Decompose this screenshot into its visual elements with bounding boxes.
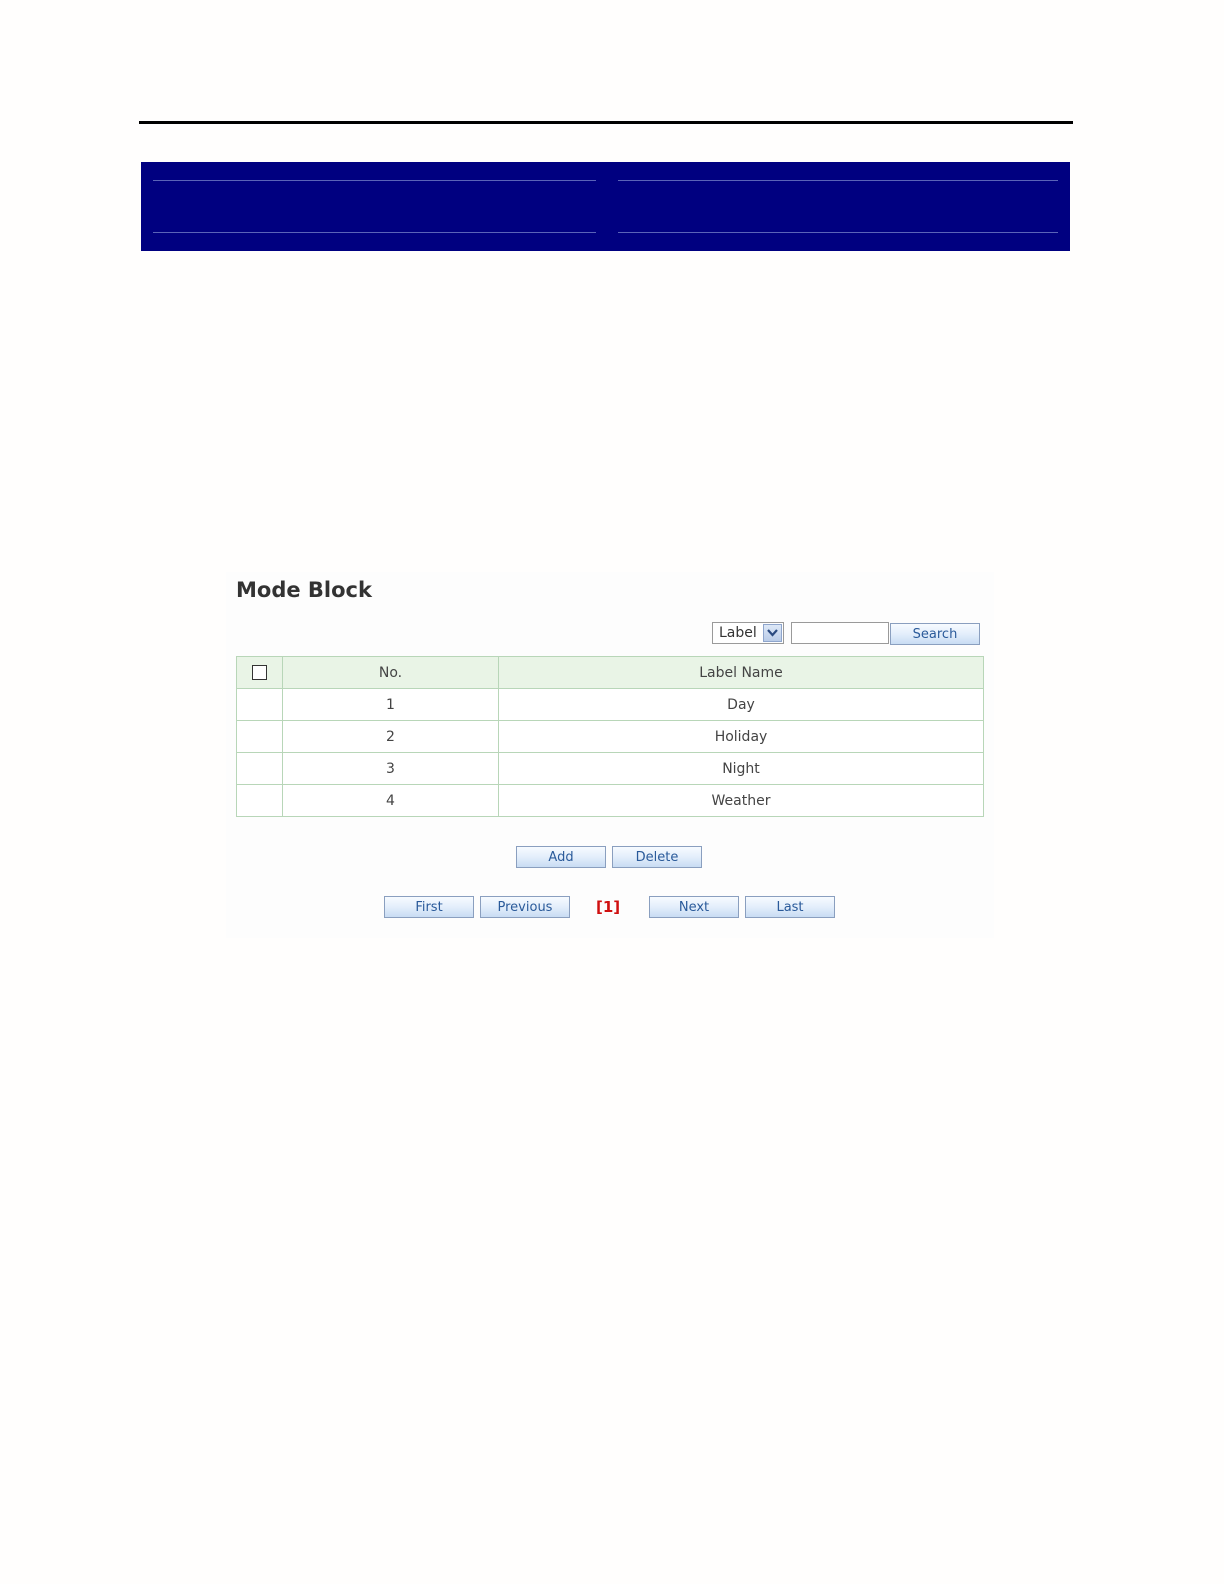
table-header-row [237, 657, 984, 689]
search-field-select[interactable] [712, 622, 784, 644]
current-page-indicator[interactable]: [1] [596, 898, 621, 916]
row-select-cell[interactable] [237, 721, 283, 753]
delete-button[interactable]: Delete [612, 846, 702, 868]
banner-divider [618, 232, 1058, 233]
select-all-cell[interactable] [237, 657, 283, 689]
select-all-checkbox[interactable] [252, 665, 267, 680]
header-banner [141, 162, 1070, 251]
last-page-button[interactable]: Last [745, 896, 835, 918]
row-label-name[interactable]: Weather [499, 785, 984, 817]
next-page-button[interactable]: Next [649, 896, 739, 918]
row-select-cell[interactable] [237, 785, 283, 817]
row-select-cell[interactable] [237, 753, 283, 785]
row-no: 4 [283, 785, 499, 817]
row-label-name[interactable]: Day [499, 689, 984, 721]
column-header-label-name: Label Name [499, 657, 984, 689]
row-no: 2 [283, 721, 499, 753]
label-table [236, 656, 984, 817]
banner-divider [153, 180, 596, 181]
previous-page-button[interactable]: Previous [480, 896, 570, 918]
row-no: 3 [283, 753, 499, 785]
search-field-selected: Label [719, 625, 757, 641]
top-rule [139, 121, 1073, 124]
table-row[interactable] [237, 721, 984, 753]
row-label-name[interactable]: Holiday [499, 721, 984, 753]
page-title: Mode Block [236, 578, 372, 602]
column-header-no: No. [283, 657, 499, 689]
add-button[interactable]: Add [516, 846, 606, 868]
banner-divider [618, 180, 1058, 181]
row-select-cell[interactable] [237, 689, 283, 721]
first-page-button[interactable]: First [384, 896, 474, 918]
search-input[interactable] [791, 622, 889, 644]
row-label-name[interactable]: Night [499, 753, 984, 785]
table-row[interactable] [237, 753, 984, 785]
row-no: 1 [283, 689, 499, 721]
banner-divider [153, 232, 596, 233]
table-row[interactable] [237, 785, 984, 817]
search-button[interactable]: Search [890, 623, 980, 645]
chevron-down-icon[interactable] [763, 624, 782, 642]
table-row[interactable] [237, 689, 984, 721]
